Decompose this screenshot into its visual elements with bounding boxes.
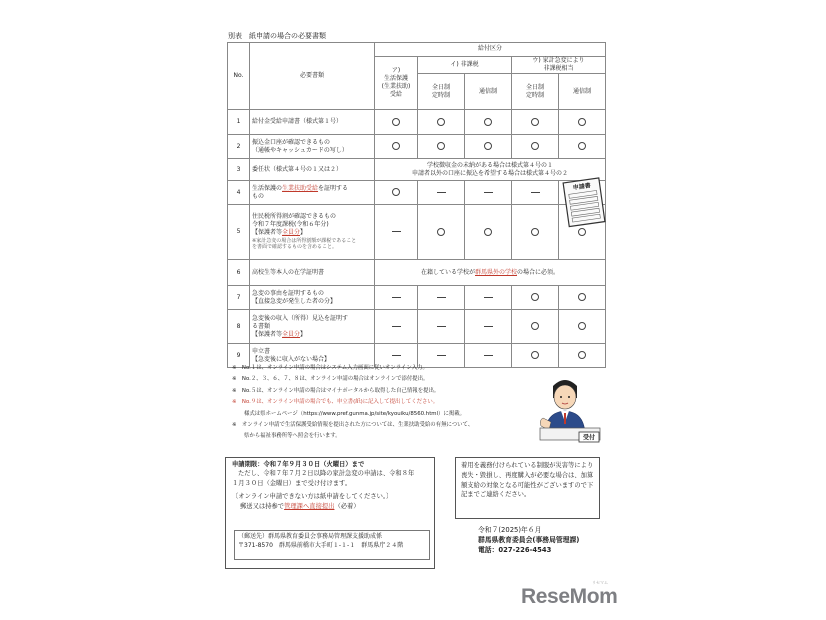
deadline-highlight: 管理課へ直接提出 xyxy=(284,502,335,510)
circle-mark xyxy=(484,118,492,126)
circle-mark xyxy=(531,228,539,236)
circle-mark xyxy=(531,322,539,330)
row-doc: 給付金受給申請書（様式第１号） xyxy=(250,110,375,135)
circle-mark xyxy=(578,293,586,301)
merged-note-2: 申請者以外の口座に振込を希望する場合は様式第４号の２ xyxy=(412,169,569,177)
row-no: 3 xyxy=(228,159,250,181)
dash-mark xyxy=(392,326,401,327)
deadline-line-4: 〔オンライン申請できない方は紙申請をしてください。〕 xyxy=(232,493,393,501)
row-doc-line2: 【急変後に収入がない場合】 xyxy=(252,355,331,363)
form-label: 申請書 xyxy=(572,182,592,192)
circle-mark xyxy=(437,142,445,150)
dash-mark xyxy=(484,192,493,193)
header-group: 給付区分 xyxy=(375,43,606,57)
row-no: 9 xyxy=(228,344,250,368)
header-full-time-1: 全日制 定時制 xyxy=(418,74,465,110)
row-no: 8 xyxy=(228,310,250,344)
row-doc-footnote-1: ※家計急変の場合は所得割額が課税であること xyxy=(252,237,357,244)
row-doc-line3-tail: 】 xyxy=(300,330,307,338)
table-row xyxy=(228,181,606,205)
circle-mark xyxy=(437,118,445,126)
dash-mark xyxy=(531,192,540,193)
circle-mark xyxy=(578,142,586,150)
circle-mark xyxy=(578,118,586,126)
row-doc-highlight: 全員分 xyxy=(282,229,301,237)
note-1: ※ No.１は、オンライン申請の場合はシステム入力画面に従いオンライン入力。 xyxy=(232,365,428,371)
note-3: ※ No.５は、オンライン申請の場合はマイナポータルから取得した自己情報を提出。 xyxy=(232,387,440,394)
issuer-tel: 電話：027-226-4543 xyxy=(478,545,552,554)
logo-subtitle: リセマム xyxy=(592,580,608,585)
header-correspondence-1: 通信制 xyxy=(465,74,512,110)
header-docs: 必要書類 xyxy=(250,43,375,110)
table-row xyxy=(228,286,606,310)
row-doc-line3-tail: 】 xyxy=(300,229,307,237)
dash-mark xyxy=(484,297,493,298)
deadline-line-5: 郵送又は持参で xyxy=(240,502,285,510)
row-doc: 急変後の収入（所得）見込を証明す xyxy=(252,314,349,322)
note-5-cont: 県から福祉事務所等へ照会を行います。 xyxy=(244,433,341,440)
mailing-address-title: （郵送先）群馬県教育委員会事務局管理課支援助成係 xyxy=(238,533,383,540)
application-form-illustration xyxy=(560,176,612,228)
table-row xyxy=(228,310,606,344)
table-row xyxy=(228,260,606,286)
merged-note-tail: の場合に必須。 xyxy=(517,268,560,276)
note-4: ※ No.９は、オンライン申請の場合でも、申立書(紙)に記入して提出してください。 xyxy=(232,399,439,406)
row-doc-tail: を証明する xyxy=(318,184,349,192)
footnotes xyxy=(232,363,532,443)
row-doc: 住民税所得割が確認できるもの xyxy=(252,213,337,221)
row-doc: 申立書 xyxy=(252,347,271,355)
circle-mark xyxy=(531,118,539,126)
table-row xyxy=(228,110,606,135)
header-full-time-2: 全日制 定時制 xyxy=(512,74,559,110)
table-caption: 別表 紙申請の場合の必要書類 xyxy=(228,32,326,40)
row-doc-line2: る書類 xyxy=(252,322,271,330)
row-doc-line2: もの xyxy=(252,192,265,200)
row-doc: 急変の事由を証明するもの xyxy=(252,289,325,297)
circle-mark xyxy=(531,293,539,301)
row-doc-highlight: 生業扶助受給 xyxy=(282,184,319,192)
circle-mark xyxy=(531,351,539,359)
circle-mark xyxy=(484,142,492,150)
issuer-info xyxy=(478,526,579,556)
resemom-logo: ReseMom xyxy=(521,585,618,608)
dash-mark xyxy=(392,355,401,356)
row-no: 7 xyxy=(228,286,250,310)
row-doc-line2: 令和７年度課税(令和６年分) xyxy=(252,221,329,229)
row-doc: 委任状（様式第４号の１又は２） xyxy=(250,159,375,181)
merged-note: 在籍している学校が xyxy=(420,268,475,276)
row-no: 4 xyxy=(228,181,250,205)
circle-mark xyxy=(578,351,586,359)
mailing-address-box xyxy=(234,530,430,560)
note-5: ※ オンライン申請で生活保護受給情報を提出された方については、生業扶助受給の有無について、 xyxy=(232,422,474,429)
issuer-org: 群馬県教育委員会(事務局管理課) xyxy=(478,535,580,544)
deadline-line-3: １月３０日（金曜日）まで受け付けます。 xyxy=(232,479,352,487)
row-doc-line3: 【保護者等 xyxy=(252,330,283,338)
row-no: 5 xyxy=(228,205,250,260)
row-doc-footnote-2: を書面で確認するものを含めること。 xyxy=(252,244,338,251)
deadline-line-2: ただし、令和７年７月２日以降の家計急変の申請は、令和８年 xyxy=(238,470,415,478)
dash-mark xyxy=(484,355,493,356)
circle-mark xyxy=(392,142,400,150)
circle-mark xyxy=(392,188,400,196)
header-no: No. xyxy=(228,43,250,110)
issue-date: 令和７(2025)年６月 xyxy=(478,526,542,534)
dash-mark xyxy=(437,355,446,356)
header-col-a: ア) 生活保護 (生業扶助) 受給 xyxy=(375,57,418,110)
row-no: 1 xyxy=(228,110,250,135)
circle-mark xyxy=(392,118,400,126)
row-doc: 振込金口座が確認できるもの xyxy=(252,138,331,146)
dash-mark xyxy=(484,326,493,327)
header-correspondence-2: 通信制 xyxy=(559,74,606,110)
merged-note-highlight: 群馬県外の学校 xyxy=(475,268,518,276)
row-no: 2 xyxy=(228,135,250,159)
row-doc-sub: （通帳やキャッシュカードの写し） xyxy=(252,146,348,154)
row-doc-highlight: 全員分 xyxy=(282,330,301,338)
row-doc: 生活保護の xyxy=(252,184,283,192)
header-col-c: ウ) 家計急変により 非課税相当 xyxy=(512,57,606,74)
dash-mark xyxy=(437,326,446,327)
row-no: 6 xyxy=(228,260,250,286)
mailing-address: 〒371-8570 群馬県前橋市大手町１-１-１ 群馬県庁２４階 xyxy=(238,542,404,550)
row-doc-line2: 【直接急変が発生した者の分】 xyxy=(252,297,337,305)
row-doc-line3: 【保護者等 xyxy=(252,229,283,237)
table-row xyxy=(228,135,606,159)
table-row xyxy=(228,159,606,181)
circle-mark xyxy=(578,228,586,236)
uniform-notice-text: 着用を義務付けられている制服が災害等により喪失・毀損し、再度購入が必要な場合は、加算額支給の対象となる可能性がございますので下記までご連絡ください。 xyxy=(461,462,594,499)
uniform-notice-box xyxy=(455,457,600,519)
header-col-b: イ) 非課税 xyxy=(418,57,512,74)
dash-mark xyxy=(437,297,446,298)
circle-mark xyxy=(484,228,492,236)
deadline-box xyxy=(225,457,435,569)
dash-mark xyxy=(437,192,446,193)
row-doc: 高校生等本人の在学証明書 xyxy=(250,260,375,286)
note-4-link: 様式は県ホームページ（https://www.pref.gunma.jp/site/kyouiku/8560.html）に掲載。 xyxy=(244,410,466,417)
circle-mark xyxy=(578,322,586,330)
desk-label: 受付 xyxy=(582,434,596,442)
required-documents-table xyxy=(227,42,606,368)
dash-mark xyxy=(392,297,401,298)
note-2: ※ No.２、３、６、７、８は、オンライン申請の場合はオンラインで添付提出。 xyxy=(232,376,429,383)
reception-staff-illustration xyxy=(535,376,605,456)
circle-mark xyxy=(437,228,445,236)
circle-mark xyxy=(531,142,539,150)
table-row xyxy=(228,205,606,260)
merged-note-1: 学校徴収金の未納がある場合は様式第４号の１ xyxy=(427,161,554,169)
deadline-title: 申請期限：令和７年９月３０日（火曜日）まで xyxy=(232,461,365,468)
deadline-line-5-tail: （必着） xyxy=(334,502,360,510)
dash-mark xyxy=(392,231,401,232)
